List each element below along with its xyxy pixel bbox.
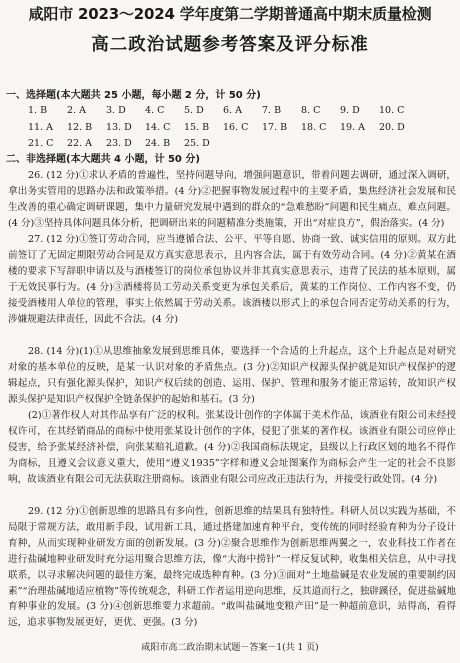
exam-title: 咸阳市 2023～2024 学年度第二学期普通高中期末质量检测 xyxy=(28,5,432,23)
answer-item: 11. A xyxy=(28,122,53,133)
answer-item: 17. B xyxy=(262,122,288,133)
page-footer: 咸阳市高二政治期末试题－答案－1(共 1 页) xyxy=(141,643,319,653)
answer-item: 3. D xyxy=(106,105,126,116)
answer-item: 9. D xyxy=(340,105,360,116)
question-27-answer: 27. (12 分)①签订劳动合同，应当遵循合法、公平、平等自愿、协商一致、诚实信用的原则。双方此前签订了无固定期限劳动合同是双方真实意思表示，且内容合法，属于有效劳动合同。(4 分)②黄某在酒楼的要求下写辞职申请以及与酒楼签订的岗位承包协议并非其真实意思表示，违背了民法的基本原则，属于无效民事行为。(4 分)③酒楼将员工劳动关系变更为承包关系后，黄某的工作岗位、工作内容不变，仍接受酒楼用人单位的管理，事实上依然属于劳动关系。该酒楼以形式上的承包合同否定劳动关系的行为，涉嫌规避法律责任，因此不合法。(4 分) xyxy=(8,234,456,325)
answer-item: 14. C xyxy=(145,122,171,133)
answer-row-3 xyxy=(28,137,223,150)
answer-item: 15. B xyxy=(184,122,210,133)
answer-item: 12. B xyxy=(67,122,93,133)
answer-item: 18. C xyxy=(301,122,327,133)
exam-subtitle: 高二政治试题参考答案及评分标准 xyxy=(91,35,369,55)
answer-item: 4. C xyxy=(145,105,165,116)
answer-item: 23. D xyxy=(106,138,132,149)
question-26-answer: 26. (12 分)①求认矛盾的普遍性，坚持问题导向，增强问题意识，带着问题去调研，通过深入调研，拿出务实管用的思路办法和政策举措。(4 分)②把握事物发展过程中的主要矛盾，集焦经济社会发展和民生改善的重心确定调研课题，集中力量研究发展中遇到的群众的“急难愁盼”问题和民生痛点、难点问题。(4 分)③坚持具体问题具体分析，把调研出来的问题精准分类施策，开出“对症良方”，假治落实。(4 分) xyxy=(8,170,456,229)
answer-item: 2. A xyxy=(67,105,86,116)
answer-item: 24. B xyxy=(145,138,171,149)
answer-item: 22. A xyxy=(67,138,92,149)
answer-item: 20. D xyxy=(379,122,405,133)
section-2-heading: 二、非选择题(本大题共 4 小题，计 50 分) xyxy=(6,154,200,165)
answer-item: 25. D xyxy=(184,138,210,149)
answer-item: 7. B xyxy=(262,105,282,116)
answer-item: 19. A xyxy=(340,122,365,133)
answer-item: 13. D xyxy=(106,122,132,133)
answer-item: 5. D xyxy=(184,105,204,116)
question-29-answer: 29. (12 分)①创新思维的思路具有多向性，创新思维的结果具有独特性。科研人员以实践为基础，不局限于常规方法，敢用新手段，试用新工具，通过搭建加速育种平台，变传统的同时经验育种为分子设计育种，从而实现种业研发方面的创新发展。(3 分)②聚合思维作为创新思维两翼之一，农业科技工作者在进行盐碱地种业研发时充分运用聚合思维方法，像“大海中捞针”一样反复试种，收集相关信息，从中寻找联系，以寻求解决问题的最佳方案，最终完成选种育种。(3 分)③面对“土地盐碱是农业发展的重要制约因素”“治理盐碱地适应植物”等传统观念，科研工作者运用逆向思维，反其道而行之，独辟蹊径，促进盐碱地育种事业的发展。(3 分)④创新思维要力求超前。“敢叫盐碱地变粮产田”是一种超前意识，站得高，看得远，追求事物发展更好，更优、更强。(3 分) xyxy=(8,506,456,629)
answer-item: 8. C xyxy=(301,105,321,116)
question-28-part-1-answer: 28. (14 分)(1)①从思维抽象发展到思维具体，要选择一个合适的上升起点，这个上升起点是对研究对象的基本单位的反映，是某一认识对象的矛盾焦点。(3 分)②知识产权源头保护就是知识产权保护的逻辑起点，只有强化源头保护，知识产权后续的创造、运用、保护、管理和服务才能正常运转，故知识产权源头保护是知识产权保护全链条保护的起始和基石。(3 分) xyxy=(8,346,456,405)
answer-row-1 xyxy=(28,104,418,117)
answer-item: 10. C xyxy=(379,105,405,116)
section-1-heading: 一、选择题(本大题共 25 小题，每小题 2 分，计 50 分) xyxy=(6,90,261,101)
answer-item: 16. C xyxy=(223,122,249,133)
answer-item: 21. C xyxy=(28,138,54,149)
answer-item: 6. A xyxy=(223,105,242,116)
answer-item: 1. B xyxy=(28,105,48,116)
question-28-part-2-answer: (2)①著作权人对其作品享有广泛的权利。张某设计创作的字体属于美术作品，该酒业有限公司未经授权许可，在其经销商品的商标中使用张某设计创作的字体，侵犯了张某的著作权。该酒业有限公司应停止侵害，给予张某经济补偿，向张某赔礼道歉。(4 分)②我国商标法规定，县级以上行政区划的地名不得作为商标，且遵义会议意义重大，使用“遵义1935”字样和遵义会址图案作为商标会产生一定的社会不良影响，故该酒业有限公司无法获取注册商标。该酒业有限公司应改正违法行为，并接受行政处罚。(4 分) xyxy=(8,410,456,485)
answer-row-2 xyxy=(28,121,418,134)
